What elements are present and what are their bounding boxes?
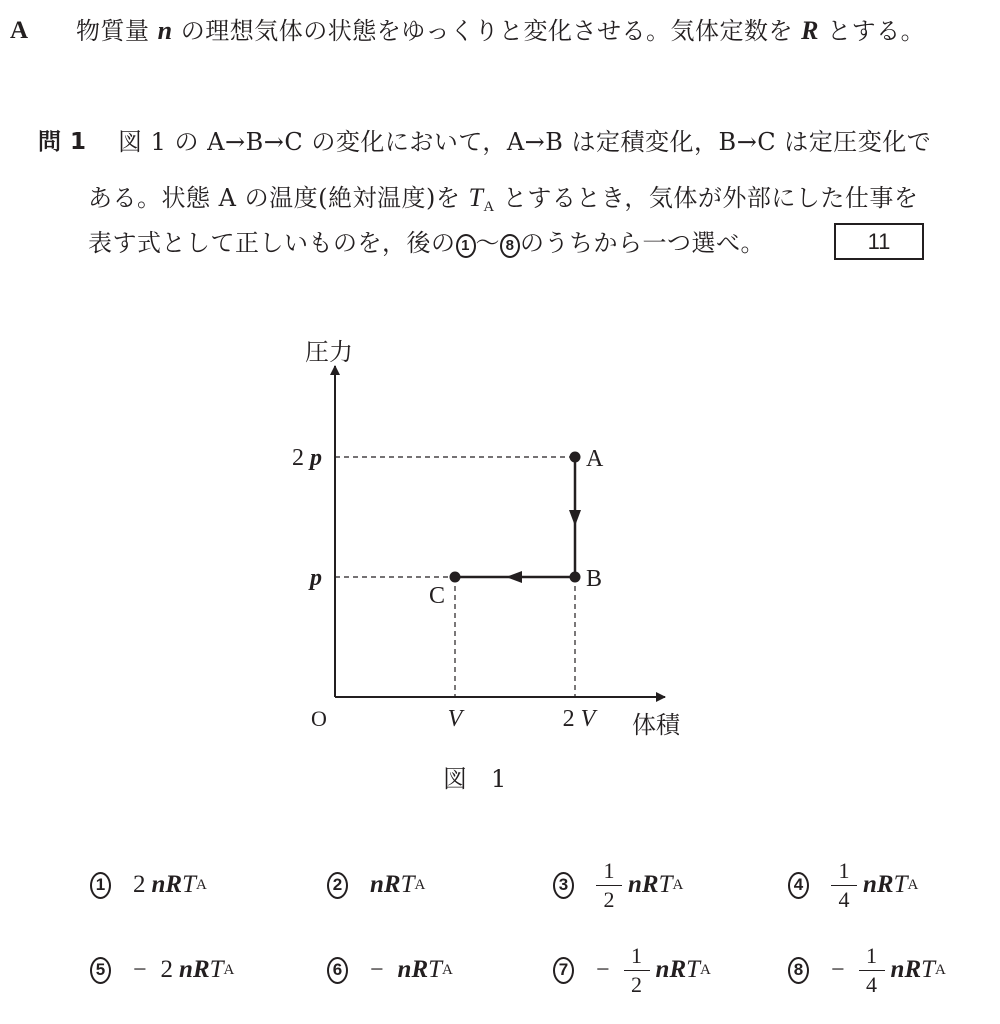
subscript-A: A: [935, 961, 946, 978]
choice-expression: [133, 956, 234, 984]
choice-expression: [596, 859, 683, 912]
choice-number: 8: [788, 957, 809, 984]
point-B: [570, 572, 581, 583]
choice-7[interactable]: [553, 940, 711, 1000]
fraction-denominator: 2: [631, 971, 643, 997]
question-line-1: 図 1 の A→B→C の変化において，A→B は定積変化，B→C は定圧変化で: [118, 128, 932, 156]
point-label-C: C: [429, 583, 446, 609]
subscript-A: A: [483, 199, 495, 215]
direction-arrow-A-B: [569, 510, 581, 526]
x-tick-label: [563, 706, 598, 732]
origin-label: O: [311, 706, 327, 731]
process-lines: [455, 457, 581, 583]
choice-3[interactable]: [553, 855, 683, 915]
q2-text-2: とするとき，気体が外部にした仕事を: [494, 184, 919, 212]
subscript-A: A: [196, 876, 207, 893]
tilde: ～: [475, 229, 500, 257]
subscript-A: A: [672, 876, 684, 893]
fraction-numerator: 1: [631, 942, 643, 968]
y-tick-label: [292, 445, 322, 471]
fraction: [596, 859, 622, 912]
point-A: [570, 452, 581, 463]
choice-expression: [133, 871, 207, 899]
choice-4[interactable]: [788, 855, 918, 915]
x-tick-label: [448, 706, 465, 732]
tick-var: V: [447, 706, 463, 732]
choice-number: 2: [327, 872, 348, 899]
choice-number: 7: [553, 957, 574, 984]
tick-var: p: [310, 445, 322, 471]
fraction-numerator: 1: [838, 857, 850, 883]
fraction: [859, 944, 885, 997]
y-axis-label: 圧力: [305, 338, 353, 366]
variable-T: T: [893, 871, 908, 898]
fraction-numerator: 1: [603, 857, 615, 883]
variables-nR: nR: [370, 871, 401, 898]
variables-nR: nR: [151, 871, 183, 898]
variable-R: R: [801, 16, 819, 45]
intro-text-2: の理想気体の状態をゆっくりと変化させる。気体定数を: [172, 17, 802, 45]
fraction: [831, 859, 857, 912]
tick-var: p: [310, 565, 322, 591]
minus-sign: −: [831, 956, 845, 983]
variables-nR: nR: [628, 871, 659, 898]
intro-text-1: 物質量: [76, 17, 158, 45]
variable-n: n: [157, 16, 173, 45]
circled-number-8: 8: [500, 234, 520, 258]
fraction-bar: [831, 885, 857, 886]
variable-T: T: [182, 871, 196, 898]
subscript-A: A: [414, 876, 426, 893]
q3-text-2: のうちから一つ選べ。: [520, 229, 765, 257]
choice-2[interactable]: [327, 855, 425, 915]
subscript-A: A: [907, 876, 919, 893]
choice-expression: [831, 859, 918, 912]
choice-number: 3: [553, 872, 574, 899]
answer-box[interactable]: 11: [834, 223, 924, 260]
tick-coef: 2: [292, 445, 310, 471]
choice-5[interactable]: [90, 940, 234, 1000]
choice-expression: [831, 944, 946, 997]
variable-T: T: [658, 871, 673, 898]
minus-sign: −: [596, 956, 610, 983]
figure-caption: 図 1: [443, 765, 507, 793]
intro-text-3: とする。: [818, 17, 926, 45]
fraction-denominator: 2: [603, 886, 615, 912]
variables-nR: nR: [863, 871, 894, 898]
variable-T: T: [400, 871, 415, 898]
subscript-A: A: [700, 961, 711, 978]
choice-number: 5: [90, 957, 111, 984]
choice-number: 6: [327, 957, 348, 984]
q2-text-1: ある。状態 A の温度(絶対温度)を: [88, 184, 469, 212]
variables-nR: nR: [890, 956, 922, 983]
choice-number: 4: [788, 872, 809, 899]
point-C: [450, 572, 461, 583]
y-tick-label: [308, 565, 322, 591]
tick-coef: 2: [562, 706, 581, 732]
point-label-B: B: [586, 566, 603, 592]
axes: [335, 366, 665, 697]
fraction-denominator: 4: [866, 971, 878, 997]
tick-var: V: [580, 706, 596, 732]
fraction-bar: [624, 970, 650, 971]
direction-arrow-B-C: [506, 571, 522, 583]
subscript-A: A: [223, 961, 235, 978]
fraction-bar: [859, 970, 885, 971]
state-points: [429, 446, 604, 609]
circled-number-1: 1: [456, 234, 476, 258]
choice-expression: [596, 944, 711, 997]
choice-expression: [370, 871, 425, 899]
subscript-A: A: [442, 961, 453, 978]
coefficient: 2: [133, 871, 146, 898]
variable-T: T: [921, 956, 936, 983]
variable-T: T: [468, 183, 484, 212]
fraction-numerator: 1: [866, 942, 878, 968]
variable-T: T: [686, 956, 701, 983]
point-label-A: A: [586, 446, 604, 472]
variables-nR: nR: [655, 956, 687, 983]
minus-sign: −: [370, 956, 384, 983]
x-axis-label: 体積: [632, 711, 680, 739]
choice-1[interactable]: [90, 855, 207, 915]
variables-nR: nR: [397, 956, 429, 983]
choice-expression: [370, 956, 453, 984]
variable-T: T: [428, 956, 443, 983]
question-label: 問 1: [38, 129, 87, 155]
variables-nR: nR: [179, 956, 210, 983]
fraction: [624, 944, 650, 997]
choice-6[interactable]: [327, 940, 453, 1000]
section-label: A: [10, 17, 29, 44]
fraction-bar: [596, 885, 622, 886]
fraction-denominator: 4: [838, 886, 850, 912]
coefficient: 2: [160, 956, 174, 983]
choice-8[interactable]: [788, 940, 946, 1000]
minus-sign: −: [133, 956, 147, 983]
variable-T: T: [209, 956, 224, 983]
choice-number: 1: [90, 872, 111, 899]
q3-text-1: 表す式として正しいものを，後の: [88, 229, 456, 257]
